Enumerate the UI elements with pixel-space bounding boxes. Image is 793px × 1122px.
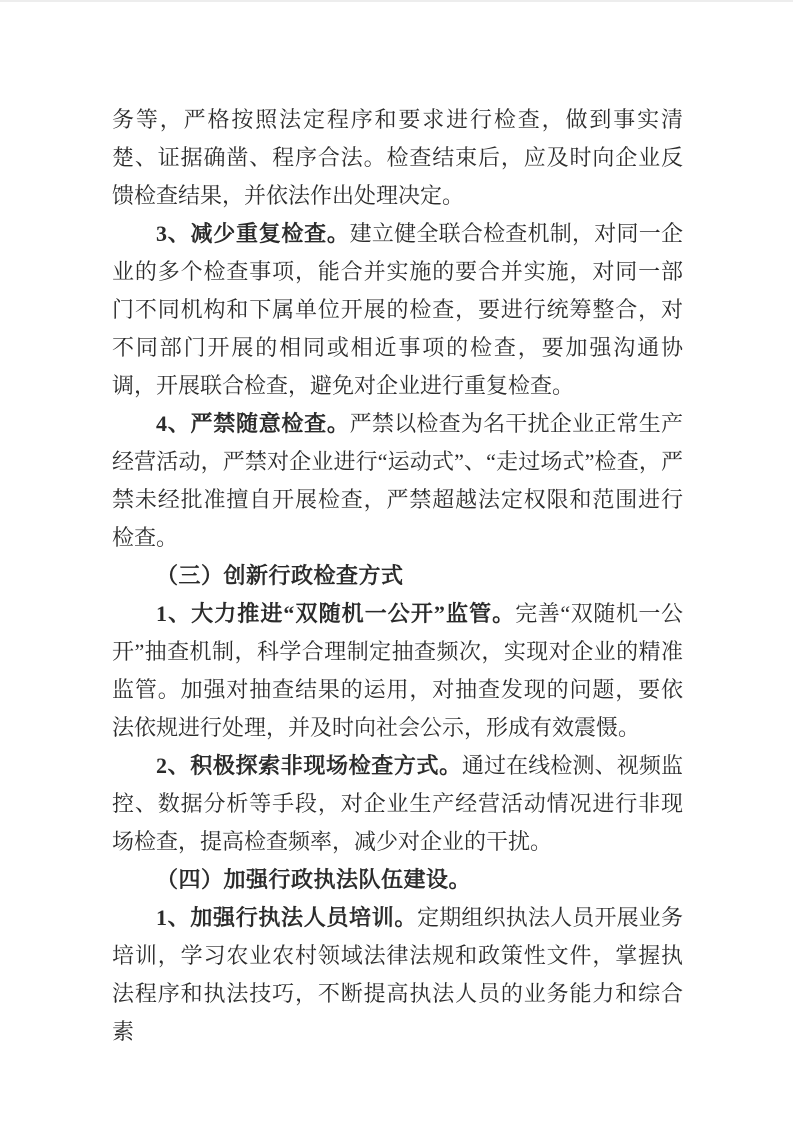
paragraph-text: 务等，严格按照法定程序和要求进行检查，做到事实清楚、证据确凿、程序合法。检查结束后，应及时向企业反馈检查结果，并依法作出处理决定。 <box>112 107 683 208</box>
document-body <box>112 101 683 1051</box>
paragraph-item-1b <box>112 899 683 1051</box>
paragraph-text: 完善“双随机一公开”抽查机制，科学合理制定抽查频次，实现对企业的精准监管。加强对抽查结果的运用，对抽查发现的问题，要依法依规进行处理，并及时向社会公示，形成有效震慑。 <box>112 601 683 740</box>
section-heading-3 <box>112 557 683 595</box>
paragraph-item-3 <box>112 215 683 405</box>
paragraph-item-4 <box>112 405 683 557</box>
paragraph-text: 建立健全联合检查机制，对同一企业的多个检查事项，能合并实施的要合并实施，对同一部门不同机构和下属单位开展的检查，要进行统筹整合，对不同部门开展的相同或相近事项的检查，要加强沟通协调，开展联合检查，避免对企业进行重复检查。 <box>112 221 683 398</box>
paragraph-lead: 3、减少重复检查。 <box>156 221 350 246</box>
paragraph-text: 通过在线检测、视频监控、数据分析等手段，对企业生产经营活动情况进行非现场检查，提高检查频率，减少对企业的干扰。 <box>112 753 683 854</box>
paragraph-item-2 <box>112 747 683 861</box>
paragraph-lead: 4、严禁随意检查。 <box>156 411 350 436</box>
paragraph-lead: 1、大力推进“双随机一公开”监管。 <box>156 601 516 626</box>
paragraph-text: 定期组织执法人员开展业务培训，学习农业农村领域法律法规和政策性文件，掌握执法程序和执法技巧，不断提高执法人员的业务能力和综合素 <box>112 905 683 1044</box>
heading-text: （三）创新行政检查方式 <box>156 563 404 588</box>
paragraph-continuation <box>112 101 683 215</box>
paragraph-text: 严禁以检查为名干扰企业正常生产经营活动，严禁对企业进行“运动式”、“走过场式”检查，严禁未经批准擅自开展检查，严禁超越法定权限和范围进行检查。 <box>112 411 683 550</box>
paragraph-item-1 <box>112 595 683 747</box>
paragraph-lead: 1、加强行执法人员培训。 <box>156 905 418 930</box>
paragraph-lead: 2、积极探索非现场检查方式。 <box>156 753 462 778</box>
heading-text: （四）加强行政执法队伍建设。 <box>156 867 472 892</box>
section-heading-4 <box>112 861 683 899</box>
